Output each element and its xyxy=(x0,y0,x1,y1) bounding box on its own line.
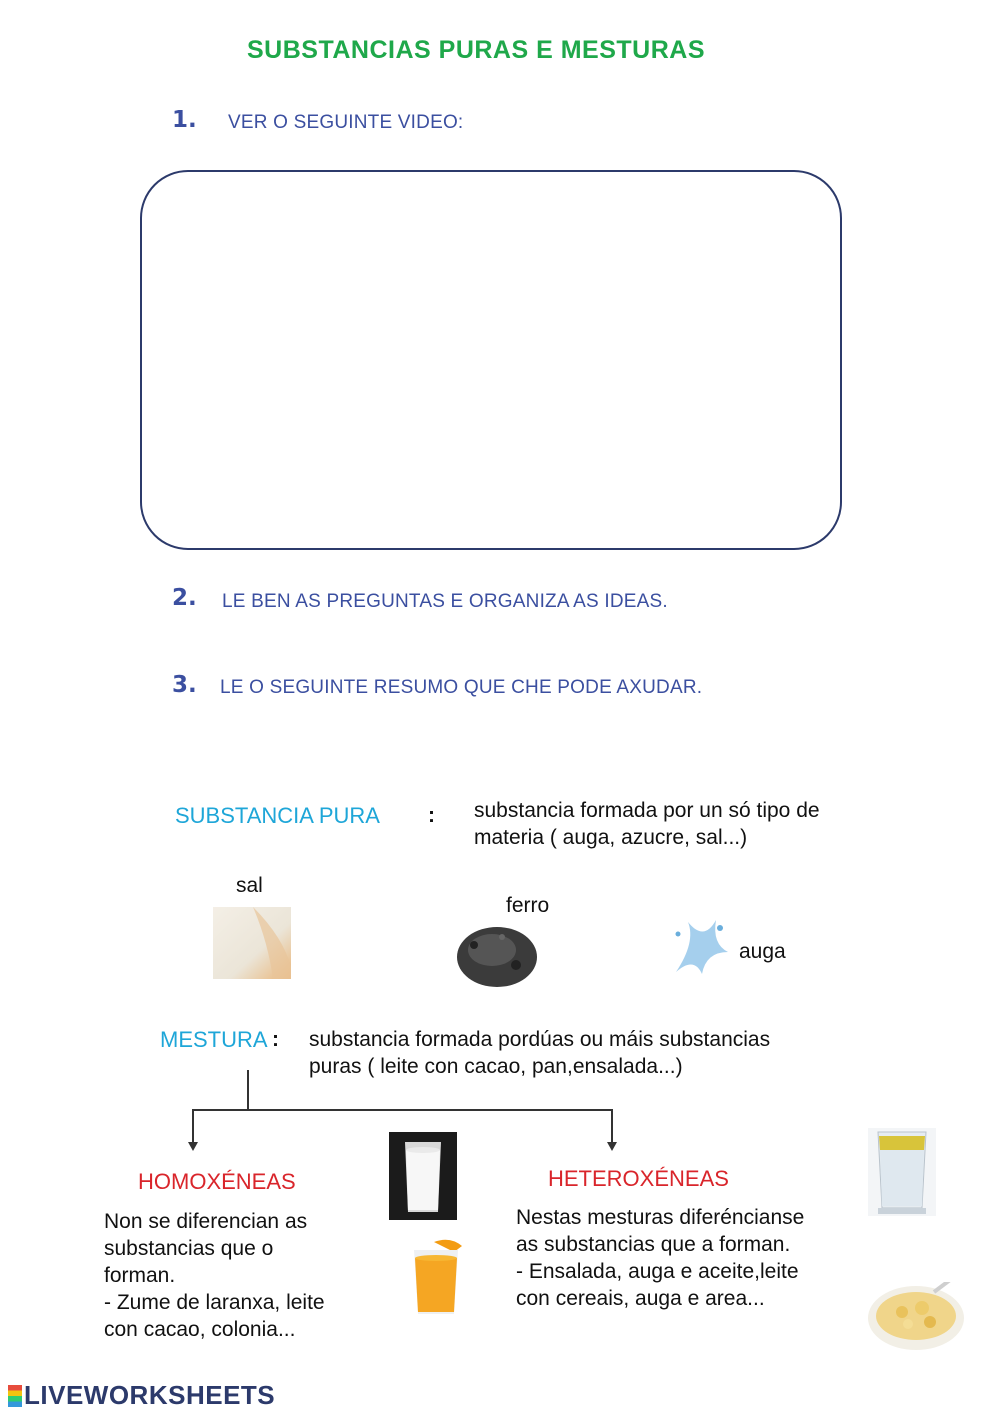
pure-substance-label: SUBSTANCIA PURA xyxy=(175,803,380,828)
pure-substance-definition-line-2: materia ( auga, azucre, sal...) xyxy=(474,826,748,849)
pure-substance-colon: : xyxy=(428,804,435,827)
homogeneous-line: forman. xyxy=(104,1264,176,1287)
connector-right-branch xyxy=(611,1109,613,1145)
heterogeneous-line: - Ensalada, auga e aceite,leite xyxy=(516,1260,799,1283)
salt-image xyxy=(213,907,291,979)
homogeneous-line: Non se diferencian as xyxy=(104,1210,308,1233)
homogeneous-description xyxy=(104,1208,325,1343)
page-title: SUBSTANCIAS PURAS E MESTURAS xyxy=(246,36,706,64)
heterogeneous-description xyxy=(516,1204,804,1312)
mixture-definition-line-1: substancia formada pordúas ou máis substancias xyxy=(309,1028,771,1051)
mixture-definition-line-2: puras ( leite con cacao, pan,ensalada...) xyxy=(309,1055,683,1078)
salt-label: sal xyxy=(236,874,263,897)
step-1-text: VER O SEGUINTE VIDEO: xyxy=(228,112,464,133)
step-2-number: 2. xyxy=(172,585,197,611)
arrow-down-icon xyxy=(188,1142,198,1151)
video-placeholder[interactable] xyxy=(140,170,842,550)
water-splash-image xyxy=(666,912,732,980)
pure-substance-definition-line-1: substancia formada por un só tipo de xyxy=(474,799,820,822)
homogeneous-line: con cacao, colonia... xyxy=(104,1318,296,1341)
arrow-down-icon xyxy=(607,1142,617,1151)
heterogeneous-line: con cereais, auga e area... xyxy=(516,1287,765,1310)
iron-filings-image xyxy=(454,915,540,991)
homogeneous-label: HOMOXÉNEAS xyxy=(138,1169,296,1194)
heterogeneous-line: as substancias que a forman. xyxy=(516,1233,791,1256)
mixture-label: MESTURA xyxy=(160,1027,268,1052)
connector-left-branch xyxy=(192,1109,194,1145)
homogeneous-line: - Zume de laranxa, leite xyxy=(104,1291,325,1314)
cereal-bowl-image xyxy=(864,1282,968,1354)
step-3-number: 3. xyxy=(172,672,197,698)
heterogeneous-line: Nestas mesturas diferéncianse xyxy=(516,1206,805,1229)
connector-vertical-main xyxy=(247,1070,249,1110)
water-label: auga xyxy=(739,940,786,963)
step-3-text: LE O SEGUINTE RESUMO QUE CHE PODE AXUDAR. xyxy=(220,677,703,698)
milk-glass-image xyxy=(389,1132,457,1220)
step-1-number: 1. xyxy=(172,107,197,133)
connector-horizontal xyxy=(192,1109,612,1111)
mixture-colon: : xyxy=(272,1028,279,1051)
homogeneous-line: substancias que o xyxy=(104,1237,274,1260)
oil-water-glass-image xyxy=(868,1128,936,1216)
step-2-text: LE BEN AS PREGUNTAS E ORGANIZA AS IDEAS. xyxy=(222,591,668,612)
logo-mark-icon xyxy=(8,1385,22,1407)
orange-juice-image xyxy=(404,1236,468,1320)
heterogeneous-label: HETEROXÉNEAS xyxy=(548,1166,729,1191)
logo-text: LIVEWORKSHEETS xyxy=(24,1380,276,1410)
liveworksheets-logo[interactable] xyxy=(8,1380,275,1411)
iron-label: ferro xyxy=(506,894,550,917)
